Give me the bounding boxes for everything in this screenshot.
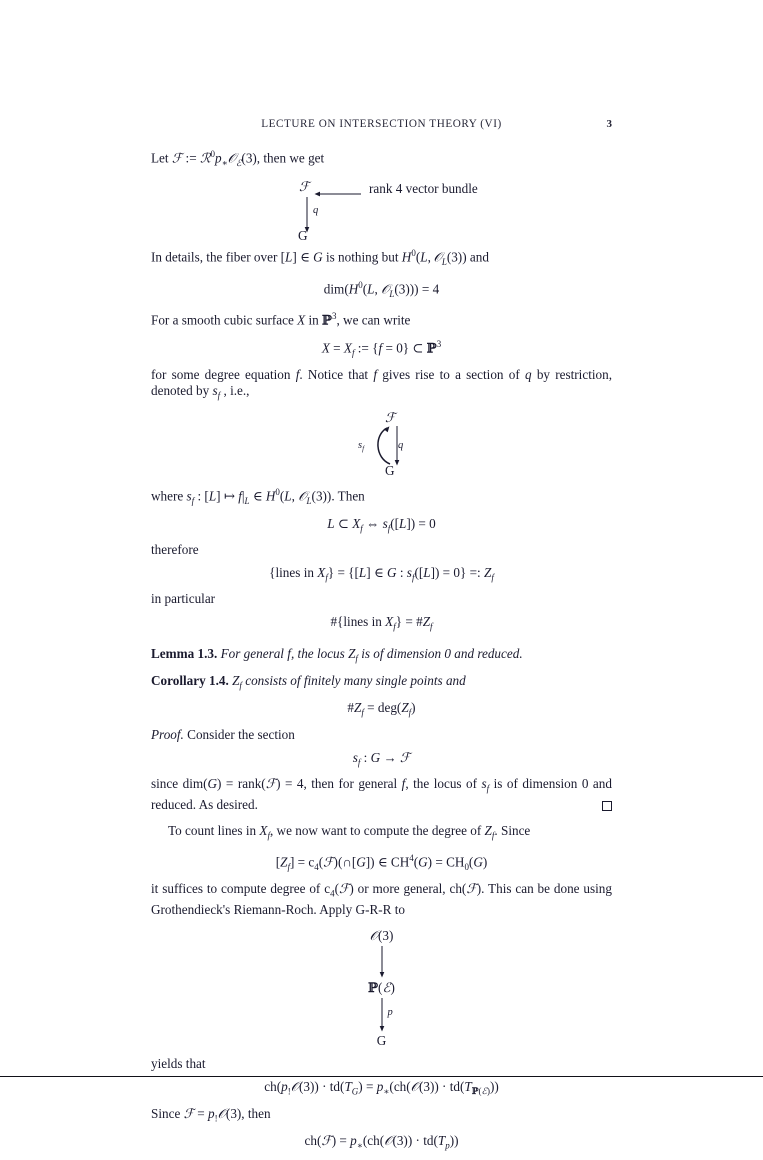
diagram1-node-g: G	[298, 228, 308, 244]
equation-grr: $ch(p_!𝒪(3)) \cdot td(T_G)$ = $p_∗(ch(𝒪(3)) \cdot td(T_{ℙ(ℰ)}))$	[264, 1078, 499, 1098]
equation-ch-f: ch(ℱ) = $p_∗(ch(𝒪(3)) \cdot td(T_p))$	[304, 1133, 459, 1151]
diagram2-node-f: ℱ	[385, 411, 396, 427]
equation-zf-class: $[Z_f]$ = $c_4(ℱ)(\cap[G])$ ∈ $CH^4(G) = CH_0(G)$	[275, 852, 488, 872]
down-arrow-icon	[377, 998, 387, 1032]
proof-opening	[151, 727, 612, 743]
equation-l-subset-xf: L ⊂ $X_f$ ⇔ $s_f([L]) = 0$	[327, 515, 436, 534]
down-arrow-icon	[377, 946, 387, 978]
equation-count-lines: #{lines in $X_f$} = $\#Z_f$	[330, 613, 433, 632]
paragraph-let-f: Let ℱ := $ℛ^0p_∗𝒪_ℰ(3)$, then we get	[151, 149, 325, 170]
paragraph-yields-that: yields that	[151, 1056, 206, 1072]
paragraph-in-details: In details, the fiber over [L] ∈ G is nothing but $H^0(L$, 𝒪$_L$(3)) and	[151, 248, 489, 268]
proof-continuation: since dim(G) = rank(ℱ) = 4, then for general f, the locus of $s_f$ is of dimension 0 and reduced. As desired.	[151, 776, 612, 813]
paragraph-where-sf: where $s_f$ : [L] ↦ $f|_L$ ∈ $H^0(L$, 𝒪$_L$(3)). Then	[151, 487, 365, 507]
paragraph-degree-equation: for some degree equation f. Notice that f gives rise to a section of q by restriction, denoted by $s_f$ , i.e.,	[151, 366, 612, 401]
diagram-section-sf	[151, 410, 612, 480]
equation-lines-set: {lines in $X_f\} = \{[L]$ ∈ G : $s_f([L]) = 0$} =: $Z_f$	[269, 564, 494, 583]
diagram2-curved-arrow-label: $s_f$	[358, 440, 365, 454]
diagram-o3-pe-g	[151, 928, 612, 1050]
lemma-label: Lemma 1.3.	[151, 646, 218, 662]
equation-hash-zf: $\#Z_f = deg(Z_f)$	[347, 700, 416, 719]
paragraph-cubic-surface: For a smooth cubic surface X in ℙ$^3$, we can write	[151, 310, 411, 329]
left-arrow-icon	[314, 190, 362, 198]
diagram1-annotation: rank 4 vector bundle	[369, 181, 478, 197]
running-head-title: LECTURE ON INTERSECTION THEORY (VI)	[261, 118, 502, 130]
diagram-f-to-g	[151, 179, 612, 244]
paragraph-in-particular: in particular	[151, 591, 216, 607]
corollary-label: Corollary 1.4.	[151, 673, 229, 689]
lemma-text: For general f, the locus $Z_f$ is of dimension 0 and reduced.	[220, 646, 523, 664]
running-head	[151, 118, 612, 140]
equation-x-xf: $X = X_f$ := {f = 0} ⊂ ℙ$^3$	[321, 338, 442, 358]
diagram2-straight-arrow-label: q	[398, 440, 404, 452]
paragraph-to-count-lines: To count lines in $X_f$, we now want to compute the degree of $Z_f$. Since	[168, 822, 531, 841]
qed-box-icon	[602, 801, 612, 811]
diagram1-node-f: ℱ	[299, 180, 310, 196]
paragraph-since-f-equals: Since ℱ = $p_!𝒪(3)$, then	[151, 1106, 271, 1124]
diagram2-node-g: G	[385, 463, 395, 479]
paragraph-it-suffices: it suffices to compute degree of $c_4(ℱ)$ or more general, ch(ℱ). This can be done using Grothendieck's Riemann-Roch. Apply G-R-R to	[151, 880, 612, 917]
diagram3-node-pe: ℙ(ℰ)	[368, 980, 395, 997]
corollary-text: $Z_f$ consists of finitely many single points and	[232, 673, 466, 692]
diagram1-arrow-label: q	[313, 205, 319, 217]
equation-dim-h0: $dim(H^0(L$, 𝒪$_L$(3))) = 4	[323, 279, 440, 299]
curved-arrow-and-down-arrow-icon	[357, 424, 417, 468]
page-number: 3	[606, 118, 612, 130]
proof-label: Proof.	[151, 727, 184, 743]
diagram3-node-o3: 𝒪(3)	[369, 928, 394, 945]
page-content	[151, 118, 612, 1160]
diagram3-arrow-label: p	[387, 1007, 393, 1019]
lemma-1-3	[151, 646, 612, 667]
proof-text: Consider the section	[187, 727, 295, 743]
paragraph-therefore: therefore	[151, 542, 199, 558]
diagram3-node-g: G	[376, 1033, 387, 1049]
corollary-1-4	[151, 673, 612, 694]
equation-sf-g-to-f: $s_f$ : G → ℱ	[352, 749, 411, 768]
